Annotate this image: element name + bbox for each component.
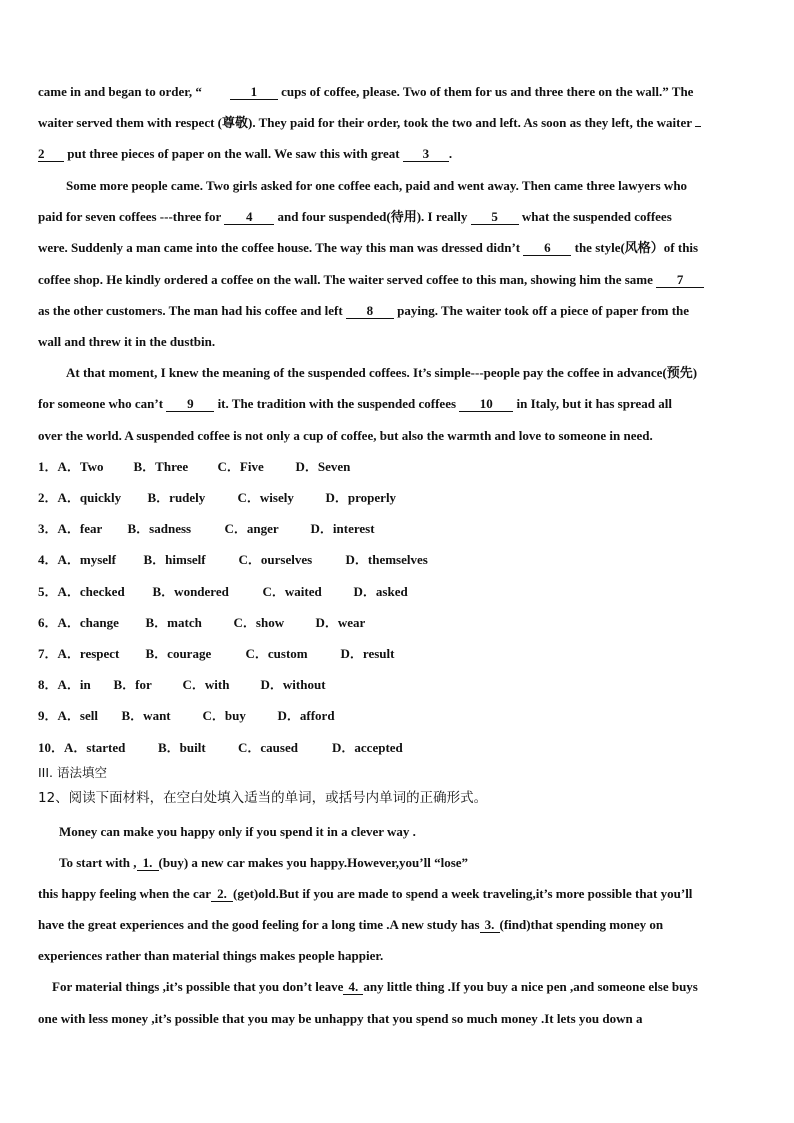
question-6: 6．A．change B．match C．show D．wear (38, 615, 366, 630)
grammar-line (59, 855, 468, 871)
option-b[interactable]: B．Three (133, 459, 189, 474)
blank-6: 6 (523, 241, 571, 256)
text-fragment: At that moment, I knew the meaning of the suspended coffees. It’s simple---people pay the coffee in advance(预先) (66, 365, 698, 380)
option-a[interactable]: A．sell (57, 708, 98, 723)
option-a[interactable]: A．quickly (57, 490, 122, 505)
grammar-line (38, 1011, 642, 1027)
text-fragment: cups of coffee, please. Two of them for us and three there on the wall.” The (281, 84, 694, 99)
passage-line (38, 272, 704, 288)
option-c[interactable]: C．buy (202, 708, 246, 723)
option-c[interactable]: C．waited (262, 584, 322, 599)
text-fragment: (get)old.But if you are made to spend a week traveling,it’s more possible that you’ll (232, 886, 693, 901)
text-fragment: waiter served them with respect (尊敬). They paid for their order, took the two and left. As soon as they left, the waiter (38, 115, 692, 130)
grammar-line (38, 948, 383, 964)
passage-line (38, 209, 672, 225)
text-fragment: and four suspended(待用). I really (277, 209, 468, 224)
option-a[interactable]: A．started (64, 740, 126, 755)
grammar-line (59, 824, 416, 840)
blank-underline (695, 126, 701, 127)
text-fragment: the style(风格）of this (574, 240, 699, 255)
text-fragment: have the great experiences and the good feeling for a long time .A new study has (38, 917, 480, 932)
option-b[interactable]: B．built (158, 740, 206, 755)
option-a[interactable]: A．fear (57, 521, 103, 536)
text-fragment: To start with , (59, 855, 137, 870)
grammar-blank-4: 4. (343, 980, 363, 995)
option-d[interactable]: D．afford (277, 708, 335, 723)
passage-line (38, 115, 701, 131)
text-fragment: (find)that spending money on (499, 917, 664, 932)
text-fragment: put three pieces of paper on the wall. We saw this with great (67, 146, 400, 161)
option-b[interactable]: B．courage (145, 646, 212, 661)
option-d[interactable]: D．properly (325, 490, 397, 505)
blank-2: 2 (38, 147, 64, 162)
option-c[interactable]: C．caused (238, 740, 298, 755)
text-fragment: as the other customers. The man had his coffee and left (38, 303, 343, 318)
question-5: 5．A．checked B．wondered C．waited D．asked (38, 584, 408, 599)
option-b[interactable]: B．wondered (152, 584, 229, 599)
text-fragment: For material things ,it’s possible that you don’t leave (52, 979, 344, 994)
option-d[interactable]: D．without (260, 677, 326, 692)
passage-line (38, 396, 672, 412)
text-fragment: this happy feeling when the car (38, 886, 211, 901)
option-a[interactable]: A．respect (57, 646, 120, 661)
text-fragment: what the suspended coffees (521, 209, 672, 224)
passage-line (66, 178, 687, 194)
text-fragment: over the world. A suspended coffee is not only a cup of coffee, but also the warmth and love to someone in need. (38, 428, 653, 443)
question-10: 10．A．started B．built C．caused D．accepted (38, 740, 403, 755)
text-fragment: Some more people came. Two girls asked for one coffee each, paid and went away. Then came three lawyers who (66, 178, 688, 193)
text-fragment: any little thing .If you buy a nice pen ,and someone else buys (363, 979, 698, 994)
text-fragment: paying. The waiter took off a piece of paper from the (397, 303, 690, 318)
passage-line (38, 240, 698, 256)
question-7: 7．A．respect B．courage C．custom D．result (38, 646, 395, 661)
grammar-blank-2: 2. (211, 887, 233, 902)
text-fragment: for someone who can’t (38, 396, 164, 411)
passage-line (38, 84, 693, 100)
section-instruction: 12、阅读下面材料，在空白处填入适当的单词，或括号内单词的正确形式。 (38, 790, 488, 806)
option-c[interactable]: C．Five (217, 459, 264, 474)
option-d[interactable]: D．themselves (345, 552, 428, 567)
passage-line (38, 146, 452, 162)
option-b[interactable]: B．match (145, 615, 202, 630)
option-b[interactable]: B．sadness (127, 521, 192, 536)
text-fragment: experiences rather than material things makes people happier. (38, 948, 384, 963)
option-d[interactable]: D．interest (310, 521, 375, 536)
grammar-line (38, 917, 663, 933)
text-fragment: came in and began to order, “ (38, 84, 202, 99)
option-a[interactable]: A．checked (57, 584, 125, 599)
passage-line (38, 428, 653, 444)
option-c[interactable]: C．custom (245, 646, 308, 661)
question-1: 1．A．Two B．Three C．Five D．Seven (38, 459, 351, 474)
blank-4: 4 (224, 210, 274, 225)
text-fragment: (buy) a new car makes you happy.However,you’ll “lose” (158, 855, 469, 870)
text-fragment: it. The tradition with the suspended coffees (217, 396, 457, 411)
option-c[interactable]: C．ourselves (238, 552, 313, 567)
option-b[interactable]: B．rudely (147, 490, 206, 505)
blank-3: 3 (403, 147, 449, 162)
option-b[interactable]: B．himself (143, 552, 206, 567)
option-c[interactable]: C．wisely (237, 490, 294, 505)
text-fragment: one with less money ,it’s possible that you may be unhappy that you spend so much money .It lets you down a (38, 1011, 643, 1026)
blank-1: 1 (230, 85, 278, 100)
passage-line (38, 334, 215, 350)
option-a[interactable]: A．in (57, 677, 91, 692)
text-fragment: were. Suddenly a man came into the coffee house. The way this man was dressed didn’t (38, 240, 521, 255)
blank-5: 5 (471, 210, 519, 225)
section-heading: III. 语法填空 (38, 765, 108, 780)
passage-line (66, 365, 697, 381)
text-fragment: coffee shop. He kindly ordered a coffee on the wall. The waiter served coffee to this man, showing him the same (38, 272, 653, 287)
option-a[interactable]: A．myself (57, 552, 117, 567)
blank-8: 8 (346, 304, 394, 319)
option-d[interactable]: D．Seven (295, 459, 351, 474)
blank-10: 10 (459, 397, 513, 412)
option-d[interactable]: D．accepted (332, 740, 403, 755)
question-4: 4．A．myself B．himself C．ourselves D．themselves (38, 552, 428, 567)
option-b[interactable]: B．for (113, 677, 152, 692)
option-a[interactable]: A．change (57, 615, 119, 630)
option-c[interactable]: C．with (182, 677, 230, 692)
grammar-line (38, 886, 692, 902)
option-b[interactable]: B．want (121, 708, 171, 723)
grammar-line (52, 979, 698, 995)
passage-line (38, 303, 689, 319)
option-c[interactable]: C．show (233, 615, 285, 630)
option-d[interactable]: D．wear (315, 615, 366, 630)
question-9: 9．A．sell B．want C．buy D．afford (38, 708, 335, 723)
grammar-blank-1: 1. (137, 856, 159, 871)
text-fragment: wall and threw it in the dustbin. (38, 334, 216, 349)
question-8: 8．A．in B．for C．with D．without (38, 677, 326, 692)
option-a[interactable]: A．Two (57, 459, 104, 474)
option-d[interactable]: D．result (340, 646, 395, 661)
text-fragment: . (448, 146, 453, 161)
text-fragment: in Italy, but it has spread all (516, 396, 672, 411)
blank-7: 7 (656, 273, 704, 288)
question-2: 2．A．quickly B．rudely C．wisely D．properly (38, 490, 397, 505)
option-d[interactable]: D．asked (353, 584, 408, 599)
question-3: 3．A．fear B．sadness C．anger D．interest (38, 521, 375, 536)
option-c[interactable]: C．anger (224, 521, 279, 536)
text-fragment: paid for seven coffees ---three for (38, 209, 222, 224)
grammar-blank-3: 3. (480, 918, 500, 933)
text-fragment: Money can make you happy only if you spend it in a clever way . (59, 824, 416, 839)
blank-9: 9 (166, 397, 214, 412)
